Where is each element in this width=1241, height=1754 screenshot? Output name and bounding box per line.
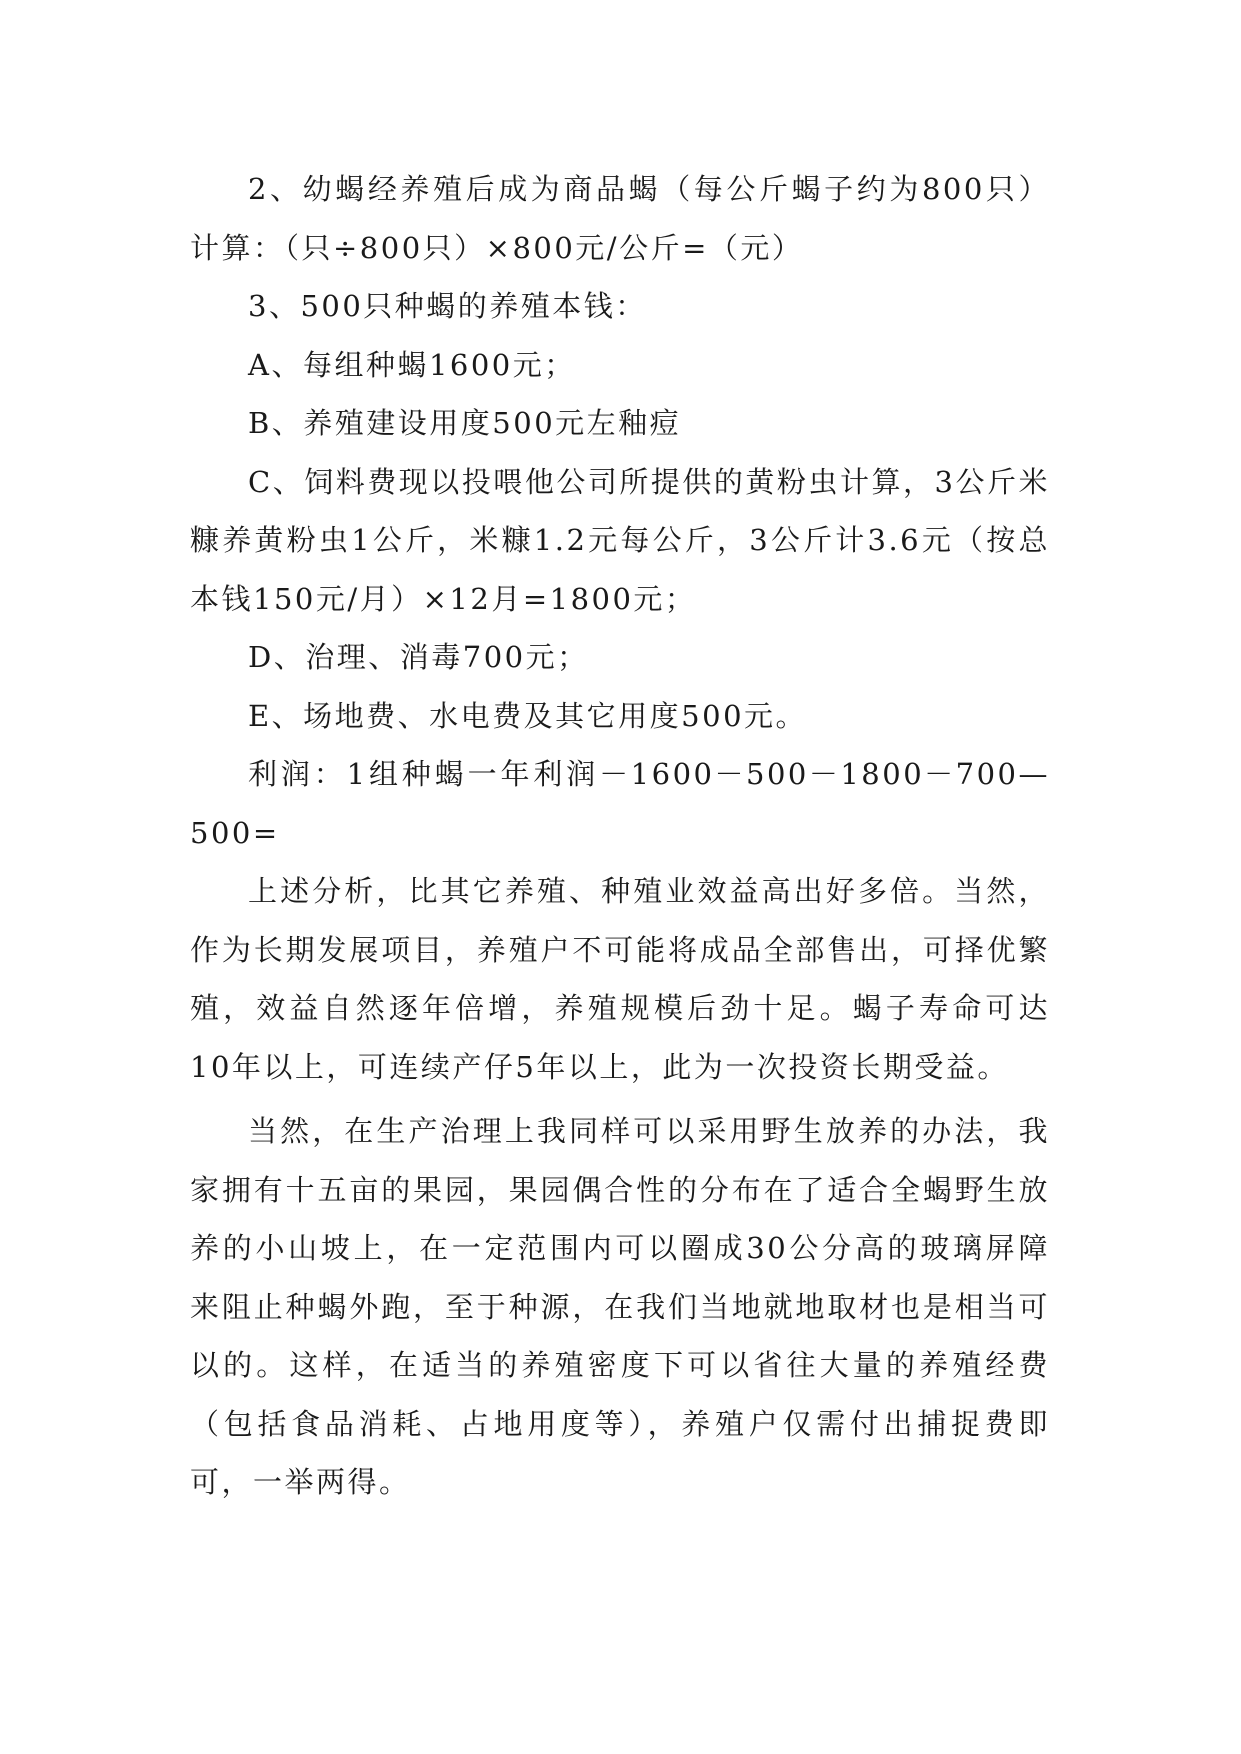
paragraph-cost-a: A、每组种蝎1600元；	[248, 347, 576, 382]
paragraph-wild-breeding: 当然，在生产治理上我同样可以采用野生放养的办法，我家拥有十五亩的果园，果园偶合性的分布在了适合全蝎野生放养的小山坡上，在一定范围内可以圈成30公分高的玻璃屏障来阻止种蝎外跑，至于种源，在我们当地就地取材也是相当可以的。这样，在适当的养殖密度下可以省往大量的养殖经费（包括食品消耗、占地用度等），养殖户仅需付出捕捉费即可，一举两得。	[190, 1114, 1050, 1499]
paragraph-cost-d: D、治理、消毒700元；	[248, 640, 589, 674]
paragraph-profit: 利润：1组种蝎一年利润－1600－500－1800－700—500=	[190, 757, 1050, 850]
paragraph-cost-b: B、养殖建设用度500元左釉痘	[248, 406, 682, 440]
document-body	[190, 160, 1050, 1512]
paragraph-calc-commercial: 2、幼蝎经养殖后成为商品蝎（每公斤蝎子约为800只）计算：（只÷800只）×800元/公斤=（元）	[190, 172, 1050, 265]
paragraph-cost-e: E、场地费、水电费及其它用度500元。	[248, 698, 808, 733]
paragraph-cost-heading: 3、500只种蝎的养殖本钱：	[248, 289, 647, 323]
paragraph-cost-c: C、饲料费现以投喂他公司所提供的黄粉虫计算，3公斤米糠养黄粉虫1公斤，米糠1.2元每公斤，3公斤计3.6元（按总本钱150元/月）×12月=1800元；	[190, 464, 1050, 616]
paragraph-analysis: 上述分析，比其它养殖、种殖业效益高出好多倍。当然，作为长期发展项目，养殖户不可能将成品全部售出，可择优繁殖，效益自然逐年倍增，养殖规模后劲十足。蝎子寿命可达10年以上，可连续产仔5年以上，此为一次投资长期受益。	[190, 874, 1050, 1084]
